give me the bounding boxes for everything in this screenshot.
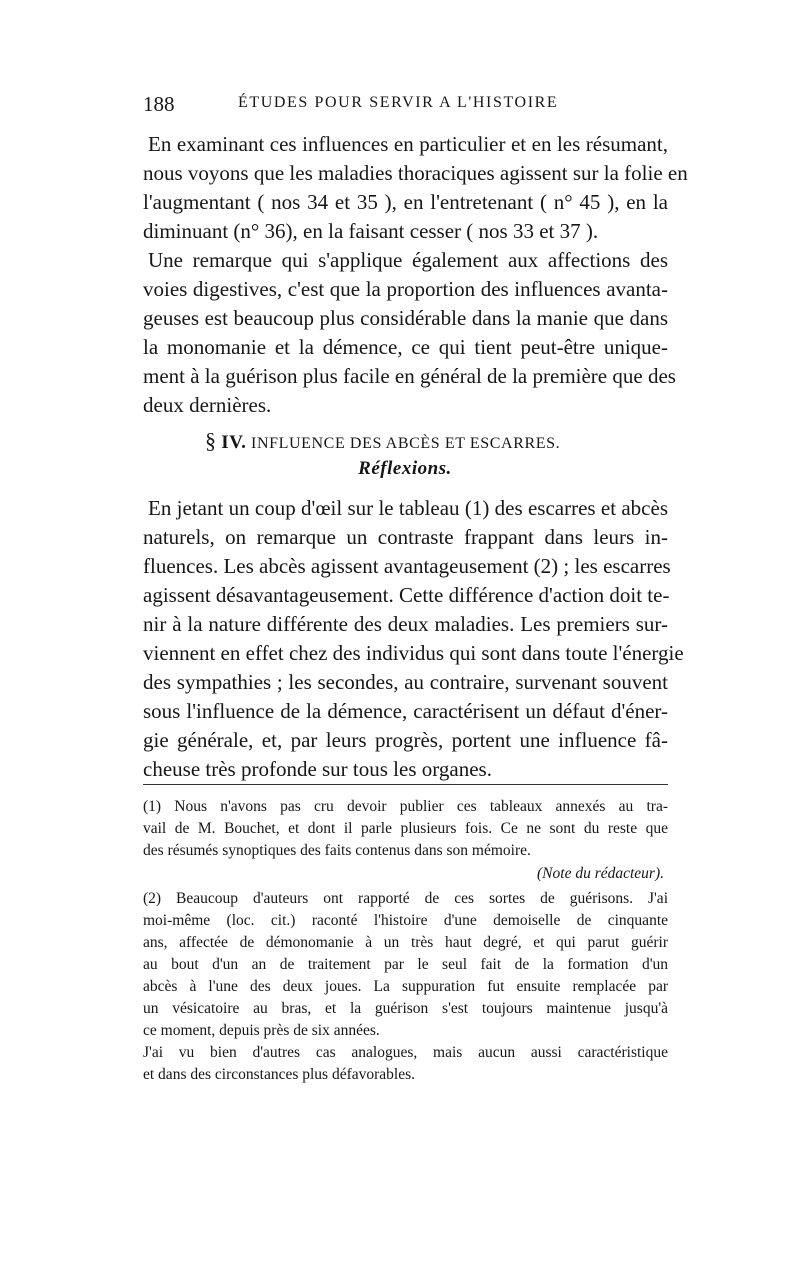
running-header bbox=[143, 92, 668, 116]
text-line: des sympathies ; les secondes, au contraire, survenant souvent bbox=[143, 670, 668, 694]
paragraph-1 bbox=[143, 130, 688, 246]
section-mark: § bbox=[205, 428, 217, 453]
footnote-line: (2) Beaucoup d'auteurs ont rapporté de ces sortes de guérisons. J'ai bbox=[143, 890, 668, 907]
footnote-line: J'ai vu bien d'autres cas analogues, mais aucun aussi caractéristique bbox=[143, 1044, 668, 1061]
text-line: En examinant ces influences en particulier et en les résumant, bbox=[148, 132, 668, 156]
text-line: gie générale, et, par leurs progrès, portent une influence fâ- bbox=[143, 728, 668, 752]
footnote-line: des résumés synoptiques des faits contenus dans son mémoire. bbox=[143, 842, 531, 859]
footnote-line: abcès à l'une des deux joues. La suppuration fut ensuite remplacée par bbox=[143, 978, 668, 995]
text-line: viennent en effet chez des individus qui sont dans toute l'énergie bbox=[143, 641, 684, 665]
footnote-line: ce moment, depuis près de six années. bbox=[143, 1022, 380, 1039]
text-line: deux dernières. bbox=[143, 393, 272, 417]
footnotes bbox=[143, 796, 668, 1086]
text-line: En jetant un coup d'œil sur le tableau (1) des escarres et abcès bbox=[148, 496, 668, 520]
section-subtitle: Réflexions. bbox=[358, 458, 452, 479]
text-line: sous l'influence de la démence, caractérisent un défaut d'éner- bbox=[143, 699, 668, 723]
section-heading bbox=[205, 428, 560, 454]
footnote-3 bbox=[143, 1042, 668, 1086]
text-line: nir à la nature différente des deux maladies. Les premiers sur- bbox=[143, 612, 668, 636]
text-line: ment à la guérison plus facile en général de la première que des bbox=[143, 364, 676, 388]
footnote-2 bbox=[143, 888, 668, 1042]
footnote-line: au bout d'un an de traitement par le seul fait de la formation d'un bbox=[143, 956, 668, 973]
paragraph-2 bbox=[143, 246, 676, 420]
text-line: voies digestives, c'est que la proportion des influences avanta- bbox=[143, 277, 668, 301]
paragraph-3 bbox=[143, 494, 684, 784]
text-line: agissent désavantageusement. Cette différence d'action doit te- bbox=[143, 583, 670, 607]
section-number: IV. bbox=[221, 432, 247, 453]
footnote-1 bbox=[143, 796, 668, 886]
text-line: la monomanie et la démence, ce qui tient peut-être unique- bbox=[143, 335, 668, 359]
text-line: naturels, on remarque un contraste frappant dans leurs in- bbox=[143, 525, 668, 549]
footnote-line: un vésicatoire au bras, et la guérison s'est toujours maintenue jusqu'à bbox=[143, 1000, 668, 1017]
text-line: cheuse très profonde sur tous les organes. bbox=[143, 757, 492, 781]
text-line: l'augmentant ( nos 34 et 35 ), en l'entretenant ( n° 45 ), en la bbox=[143, 190, 668, 214]
text-line: fluences. Les abcès agissent avantageusement (2) ; les escarres bbox=[143, 554, 671, 578]
footnote-divider bbox=[143, 784, 668, 785]
footnote-line: et dans des circonstances plus défavorables. bbox=[143, 1066, 416, 1083]
footnote-line: moi-même (loc. cit.) raconté l'histoire d'une demoiselle de cinquante bbox=[143, 912, 668, 929]
text-line: Une remarque qui s'applique également aux affections des bbox=[148, 248, 668, 272]
footnote-line: (1) Nous n'avons pas cru devoir publier ces tableaux annexés au tra- bbox=[143, 798, 668, 815]
text-line: nous voyons que les maladies thoraciques agissent sur la folie en bbox=[143, 161, 688, 185]
footnote-signature: (Note du rédacteur). bbox=[537, 865, 664, 882]
body-text-top bbox=[143, 130, 688, 420]
section-title: INFLUENCE DES ABCÈS ET ESCARRES. bbox=[251, 435, 561, 452]
footnote-line: vail de M. Bouchet, et dont il parle plusieurs fois. Ce ne sont du reste que bbox=[143, 820, 668, 837]
running-title: ÉTUDES POUR SERVIR A L'HISTOIRE bbox=[238, 94, 559, 111]
text-line: geuses est beaucoup plus considérable dans la manie que dans bbox=[143, 306, 668, 330]
text-line: diminuant (n° 36), en la faisant cesser ( nos 33 et 37 ). bbox=[143, 219, 599, 243]
page-number: 188 bbox=[143, 92, 175, 116]
footnote-line: ans, affectée de démonomanie à un très haut degré, et qui parut guérir bbox=[143, 934, 668, 951]
